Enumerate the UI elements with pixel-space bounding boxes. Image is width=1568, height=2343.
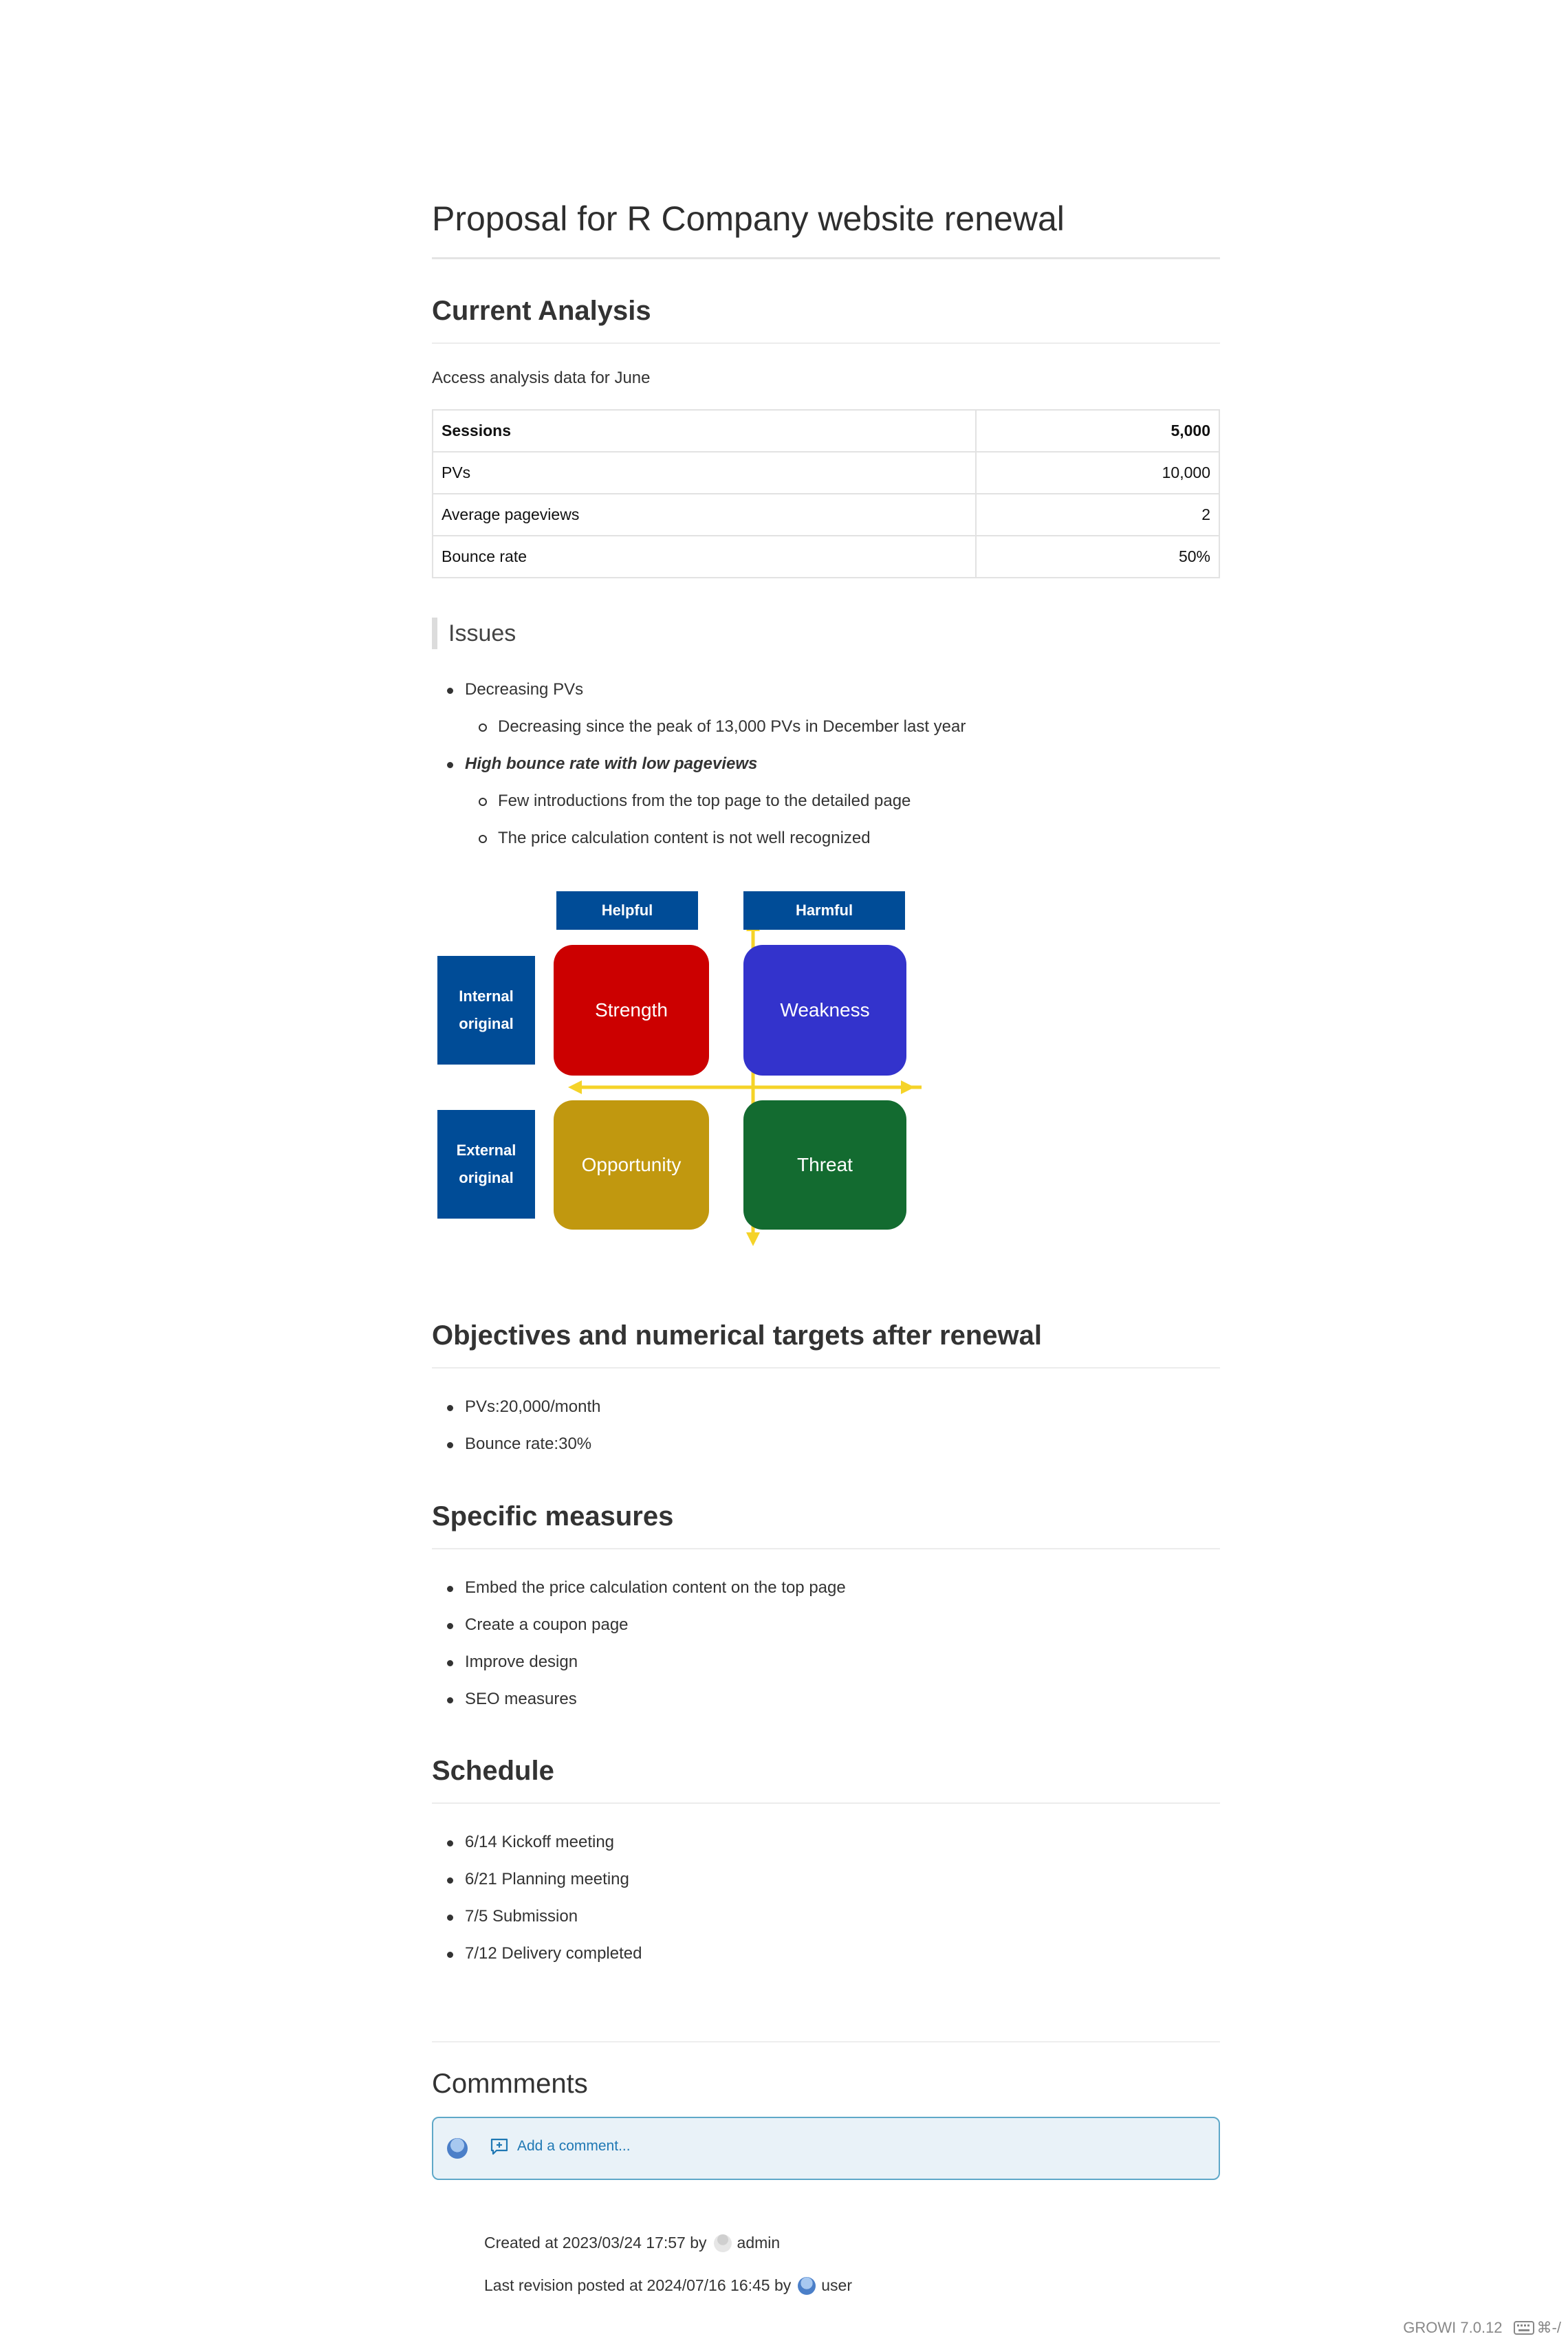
section-heading-current-analysis: Current Analysis [432, 292, 1220, 344]
list-item: Decreasing PVs [432, 671, 966, 708]
created-user-link[interactable]: admin [737, 2234, 781, 2252]
table-cell-value: 50% [976, 536, 1219, 578]
table-cell-value: 2 [976, 494, 1219, 536]
swot-row-internal: Internal original [437, 956, 535, 1065]
list-item: 7/5 Submission [432, 1898, 642, 1935]
list-item: 6/21 Planning meeting [432, 1861, 642, 1898]
issues-list [432, 671, 966, 857]
list-item: The price calculation content is not well recognized [432, 820, 966, 857]
admin-avatar [714, 2234, 732, 2252]
section-heading-schedule: Schedule [432, 1752, 1220, 1804]
list-item: 7/12 Delivery completed [432, 1935, 642, 1972]
swot-threat: Threat [743, 1100, 906, 1230]
list-item: Few introductions from the top page to the detailed page [432, 783, 966, 820]
issues-heading: Issues [432, 618, 516, 649]
page-title: Proposal for R Company website renewal [432, 194, 1220, 259]
footer [1403, 2319, 1561, 2337]
comment-plus-icon [490, 2137, 509, 2155]
list-item: 6/14 Kickoff meeting [432, 1824, 642, 1861]
table-row [433, 410, 1219, 452]
revision-text: Last revision posted at 2024/07/16 16:45 by [484, 2276, 792, 2294]
swot-strength: Strength [554, 945, 709, 1076]
list-item: High bounce rate with low pageviews [432, 745, 966, 783]
swot-diagram [440, 887, 922, 1258]
swot-header-helpful: Helpful [556, 891, 698, 930]
table-row [433, 494, 1219, 536]
table-row [433, 452, 1219, 494]
table-cell-label: Bounce rate [433, 536, 976, 578]
created-info [484, 2234, 780, 2252]
created-text: Created at 2023/03/24 17:57 by [484, 2234, 707, 2252]
comment-editor-box[interactable] [432, 2117, 1220, 2180]
keyboard-icon [1514, 2320, 1534, 2335]
schedule-list [432, 1824, 642, 1972]
analysis-intro: Access analysis data for June [432, 369, 651, 387]
objectives-list [432, 1388, 600, 1463]
add-comment-button[interactable] [490, 2137, 631, 2155]
list-item: SEO measures [432, 1681, 846, 1718]
swot-weakness: Weakness [743, 945, 906, 1076]
section-heading-measures: Specific measures [432, 1497, 1220, 1549]
table-row [433, 536, 1219, 578]
list-item: Decreasing since the peak of 13,000 PVs in December last year [432, 708, 966, 745]
swot-arrow-left [568, 1080, 582, 1094]
list-item: Improve design [432, 1644, 846, 1681]
add-comment-label: Add a comment... [517, 2138, 631, 2154]
shortcuts-button[interactable] [1514, 2319, 1561, 2337]
comments-divider [432, 2041, 1220, 2042]
swot-opportunity: Opportunity [554, 1100, 709, 1230]
comments-heading: Commments [432, 2069, 588, 2099]
user-avatar [798, 2277, 816, 2295]
section-heading-objectives: Objectives and numerical targets after renewal [432, 1316, 1220, 1369]
swot-arrow-down [746, 1232, 760, 1246]
version-label: GROWI 7.0.12 [1403, 2319, 1503, 2336]
revision-user-link[interactable]: user [821, 2276, 853, 2294]
table-cell-label: PVs [433, 452, 976, 494]
shortcut-label: ⌘-/ [1536, 2319, 1561, 2336]
table-cell-label: Sessions [433, 410, 976, 452]
revision-info [484, 2276, 852, 2295]
measures-list [432, 1569, 846, 1718]
table-cell-value: 10,000 [976, 452, 1219, 494]
list-item: PVs:20,000/month [432, 1388, 600, 1426]
swot-arrow-right [901, 1080, 915, 1094]
swot-row-external: External original [437, 1110, 535, 1219]
list-item: Embed the price calculation content on the top page [432, 1569, 846, 1606]
swot-header-harmful: Harmful [743, 891, 905, 930]
table-cell-value: 5,000 [976, 410, 1219, 452]
list-item: Create a coupon page [432, 1606, 846, 1644]
table-cell-label: Average pageviews [433, 494, 976, 536]
list-item: Bounce rate:30% [432, 1426, 600, 1463]
current-user-avatar [447, 2138, 468, 2159]
analysis-table [432, 409, 1220, 578]
